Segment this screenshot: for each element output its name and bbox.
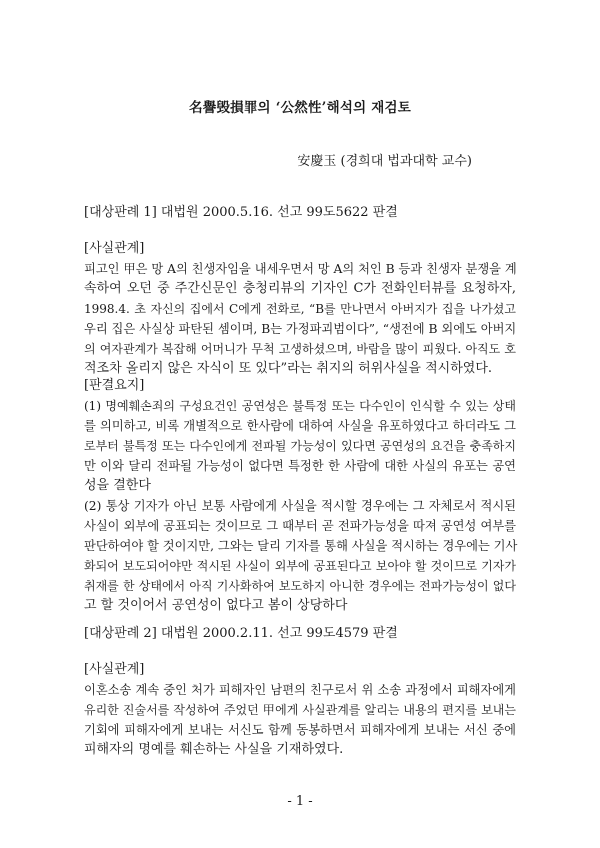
case1-summary-line: 취재를 한 상태에서 아직 기사화하여 보도하지 아니한 경우에는 전파가능성이 없다 xyxy=(84,579,516,593)
case2-header: [대상판례 2] 대법원 2000.2.11. 선고 99도4579 판결 xyxy=(84,626,398,641)
case1-summary-line: 로부터 불특정 또는 다수인에게 전파될 가능성이 있다면 공연성의 요건을 충족하지 xyxy=(84,439,516,453)
case1-summary-line: (2) 통상 기자가 아닌 보통 사람에게 사실을 적시할 경우에는 그 자체로서 적시된 xyxy=(84,499,516,513)
case1-summary-line: 화되어 보도되어야만 적시된 사실이 외부에 공표된다고 보아야 할 것이므로 기자가 xyxy=(84,559,516,573)
case1-summary-line: 성을 결한다 xyxy=(84,478,151,493)
case1-facts-line: 속하여 오던 중 주간신문인 충청리뷰의 기자인 C가 전화인터뷰를 요청하자, xyxy=(84,281,516,296)
document-title: 名譽毁損罪의 ‘公然性’해석의 재검토 xyxy=(189,100,411,116)
case1-facts-line: 적조차 올리지 않은 자식이 또 있다”라는 취지의 허위사실을 적시하였다. xyxy=(84,361,493,376)
case2-facts-line: 이혼소송 계속 중인 처가 피해자인 남편의 친구로서 위 소송 과정에서 피해자에게 xyxy=(84,683,516,697)
page-number: - 1 - xyxy=(287,794,313,809)
case1-summary-line: (1) 명예훼손죄의 구성요건인 공연성은 불특정 또는 다수인이 인식할 수 있는 상태 xyxy=(84,399,516,413)
author-line: 安慶玉 (경희대 법과대학 교수) xyxy=(297,154,472,169)
case2-facts-line: 유리한 진술서를 작성하여 주었던 甲에게 사실관계를 알리는 내용의 편지를 보내는 xyxy=(84,703,516,717)
case2-facts xyxy=(84,660,516,760)
case1-summary-heading: [판결요지] xyxy=(84,378,145,393)
case1-summary xyxy=(84,376,516,616)
case1-facts-line: 의 여자관계가 복잡해 어머니가 무척 고생하셨으며, 바람을 많이 피웠다. 아직도 호 xyxy=(84,342,516,356)
case1-summary-line: 사실이 외부에 공표되는 것이므로 그 때부터 곧 전파가능성을 따져 공연성 여부를 xyxy=(84,519,516,533)
case1-facts-line: 피고인 甲은 망 A의 친생자임을 내세우면서 망 A의 처인 B 등과 친생자 분쟁을 계 xyxy=(84,262,517,276)
case2-section xyxy=(84,624,516,644)
case2-facts-line: 피해자의 명예를 훼손하는 사실을 기재하였다. xyxy=(84,742,344,757)
case1-summary-line: 판단하여야 할 것이지만, 그와는 달리 기자를 통해 사실을 적시하는 경우에는 기사 xyxy=(84,539,518,553)
case1-summary-line: 를 의미하고, 비록 개별적으로 한사람에 대하여 사실을 유포하였다고 하더라도 그 xyxy=(84,419,516,433)
case1-facts-heading: [사실관계] xyxy=(84,241,145,256)
case1-header: [대상판례 1] 대법원 2000.5.16. 선고 99도5622 판결 xyxy=(84,205,398,220)
case1-facts-line: 우리 집은 사실상 파탄된 셈이며, B는 가정파괴범이다”, “생전에 B 외에도 아버지 xyxy=(84,322,517,336)
case1-section xyxy=(84,203,516,223)
case1-summary-line: 만 이와 달리 전파될 가능성이 없다면 특정한 한 사람에 대한 사실의 유포는 공연 xyxy=(84,459,516,473)
case1-facts xyxy=(84,239,516,379)
case2-facts-heading: [사실관계] xyxy=(84,662,145,677)
case2-facts-line: 기회에 피해자에게 보내는 서신도 함께 동봉하면서 피해자에게 보내는 서신 중에 xyxy=(84,723,516,737)
case1-summary-line: 고 할 것이어서 공연성이 없다고 봄이 상당하다 xyxy=(84,598,348,613)
case1-facts-line: 1998.4. 초 자신의 집에서 C에게 전화로, “B를 만나면서 아버지가 집을 나가셨고 xyxy=(84,302,516,316)
